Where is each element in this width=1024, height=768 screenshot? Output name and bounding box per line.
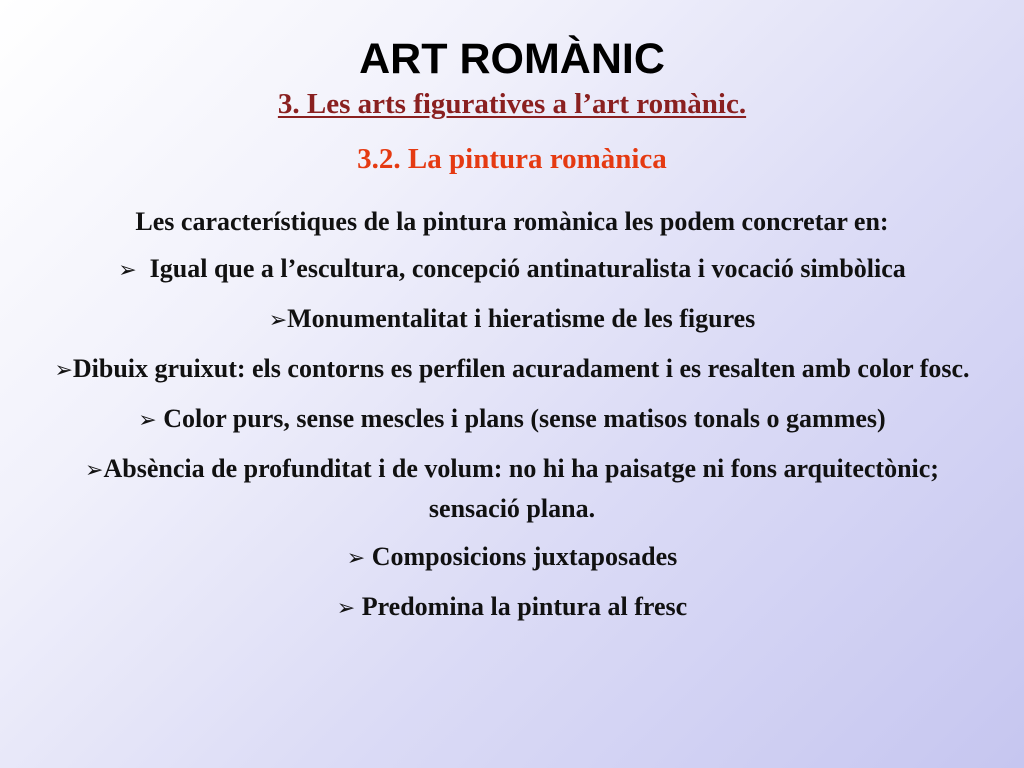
bullet-item (40, 538, 984, 578)
arrow-bullet-icon: ➢ (336, 596, 356, 621)
bullet-item (40, 250, 984, 290)
bullet-item (40, 450, 984, 528)
intro-text: Les característiques de la pintura romànica les podem concretar en: (135, 207, 889, 236)
arrow-bullet-icon: ➢ (54, 358, 73, 383)
arrow-bullet-icon: ➢ (138, 408, 157, 433)
arrow-bullet-icon: ➢ (268, 308, 288, 333)
bullet-item (40, 588, 984, 628)
bullet-item (40, 350, 984, 390)
bullet-text: Monumentalitat i hieratisme de les figures (287, 304, 756, 333)
bullet-text: Dibuix gruixut: els contorns es perfilen acuradament i es resalten amb color fosc. (72, 354, 970, 383)
bullet-item (40, 300, 984, 340)
bullet-text: Composicions juxtaposades (371, 542, 678, 571)
bullet-text: Predomina la pintura al fresc (361, 592, 688, 621)
subtitle-text: 3. Les arts figuratives a l’art romànic. (277, 88, 747, 120)
slide-title: ART ROMÀNIC (359, 35, 665, 83)
bullet-text: Absència de profunditat i de volum: no hi ha paisatge ni fons arquitectònic; sensació plana. (103, 454, 939, 523)
slide-subtitle (0, 86, 1024, 122)
bullet-item (40, 400, 984, 440)
arrow-bullet-icon: ➢ (118, 258, 137, 283)
bullet-spacer (137, 254, 150, 283)
bullet-text: Color purs, sense mescles i plans (sense matisos tonals o gammes) (163, 404, 886, 433)
section-heading: 3.2. La pintura romànica (357, 143, 667, 175)
bullet-list (40, 250, 984, 638)
bullet-text: Igual que a l’escultura, concepció antinaturalista i vocació simbòlica (149, 254, 906, 283)
arrow-bullet-icon: ➢ (85, 458, 104, 483)
arrow-bullet-icon: ➢ (346, 546, 366, 571)
